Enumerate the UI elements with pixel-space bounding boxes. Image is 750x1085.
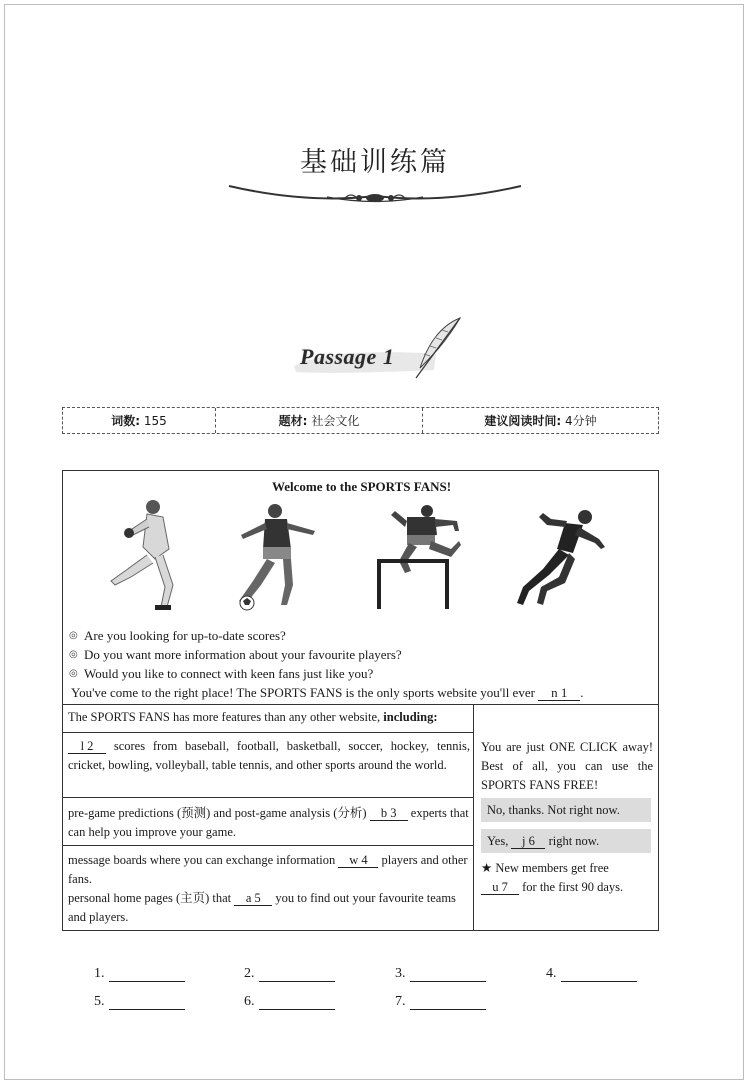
passage-title: Passage 1 [300, 344, 395, 369]
list-item: ◎ Do you want more information about your favourite players? [69, 647, 402, 662]
baseball-pitcher-icon [103, 497, 193, 613]
side-promo-text: You are just ONE CLICK away! Best of all, you can use the SPORTS FANS FREE! [481, 740, 653, 792]
bullet-circle-icon: ◎ [69, 630, 78, 641]
divider [473, 704, 474, 930]
divider [63, 704, 658, 705]
blank-4[interactable]: w 4 [338, 853, 378, 868]
answer-5[interactable]: 5. [94, 994, 185, 1010]
features-header: The SPORTS FANS has more features than any other website, including: [68, 710, 438, 724]
sports-fans-ad [62, 470, 659, 931]
no-thanks-button[interactable]: No, thanks. Not right now. [481, 798, 651, 822]
blank-2[interactable]: l 2 [68, 739, 106, 754]
title-ornament-icon [227, 182, 523, 208]
blank-7[interactable]: u 7 [481, 880, 519, 895]
word-count-label: 词数: [111, 414, 141, 428]
blank-1[interactable]: n 1 [538, 686, 580, 701]
new-members-note: ★ New members get free u 7 for the first 90 days. [481, 861, 624, 894]
passage-info-bar [62, 407, 659, 434]
intro-line: You've come to the right place! The SPORTS FANS is the only sports website you'll ever n 1 . [71, 685, 584, 700]
answer-line[interactable] [259, 968, 335, 982]
bullet-circle-icon: ◎ [69, 668, 78, 679]
topic-value: 社会文化 [311, 414, 360, 428]
hurdler-icon [377, 501, 463, 613]
answer-line[interactable] [410, 968, 486, 982]
answer-4[interactable]: 4. [546, 966, 637, 982]
topic [215, 408, 422, 433]
join-now-button[interactable]: Yes, j 6 right now. [481, 829, 651, 853]
soccer-player-icon [231, 501, 323, 613]
feature-scores: l 2 scores from baseball, football, basketball, soccer, hockey, tennis, cricket, bowling, volleyball, table tennis, and other sports around the world. [68, 739, 470, 772]
answer-line[interactable] [410, 996, 486, 1010]
reading-time [422, 408, 658, 433]
answer-line[interactable] [109, 968, 185, 982]
question-list [69, 626, 583, 702]
word-count-value: 155 [143, 413, 167, 428]
feather-quill-icon [410, 316, 466, 380]
blank-5[interactable]: a 5 [234, 891, 272, 906]
feature-predictions: pre-game predictions (预测) and post-game analysis (分析) b 3 experts that can help you improve your game. [68, 806, 469, 839]
bullet-circle-icon: ◎ [69, 649, 78, 660]
divider [63, 797, 473, 798]
answer-1[interactable]: 1. [94, 966, 185, 982]
answer-line[interactable] [109, 996, 185, 1010]
blank-6[interactable]: j 6 [511, 834, 545, 849]
reading-time-label: 建议阅读时间: [484, 414, 562, 428]
topic-label: 题材: [278, 414, 308, 428]
answer-2[interactable]: 2. [244, 966, 335, 982]
list-item: ◎ Are you looking for up-to-date scores? [69, 628, 286, 643]
answer-line[interactable] [561, 968, 637, 982]
word-count [63, 408, 215, 433]
sprinter-icon [513, 507, 607, 611]
blank-3[interactable]: b 3 [370, 806, 408, 821]
answer-6[interactable]: 6. [244, 994, 335, 1010]
chapter-title: 基础训练篇 [300, 147, 450, 178]
list-item: ◎ Would you like to connect with keen fans just like you? [69, 666, 374, 681]
answer-7[interactable]: 7. [395, 994, 486, 1010]
feature-message-boards: message boards where you can exchange information w 4 players and other fans. personal home pages (主页) that a 5 you to find out your favourite teams and players. [68, 853, 468, 924]
divider [63, 845, 473, 846]
answer-line[interactable] [259, 996, 335, 1010]
answer-3[interactable]: 3. [395, 966, 486, 982]
ad-title: Welcome to the SPORTS FANS! [271, 479, 452, 494]
divider [63, 732, 473, 733]
reading-time-value: 4分钟 [565, 414, 597, 428]
